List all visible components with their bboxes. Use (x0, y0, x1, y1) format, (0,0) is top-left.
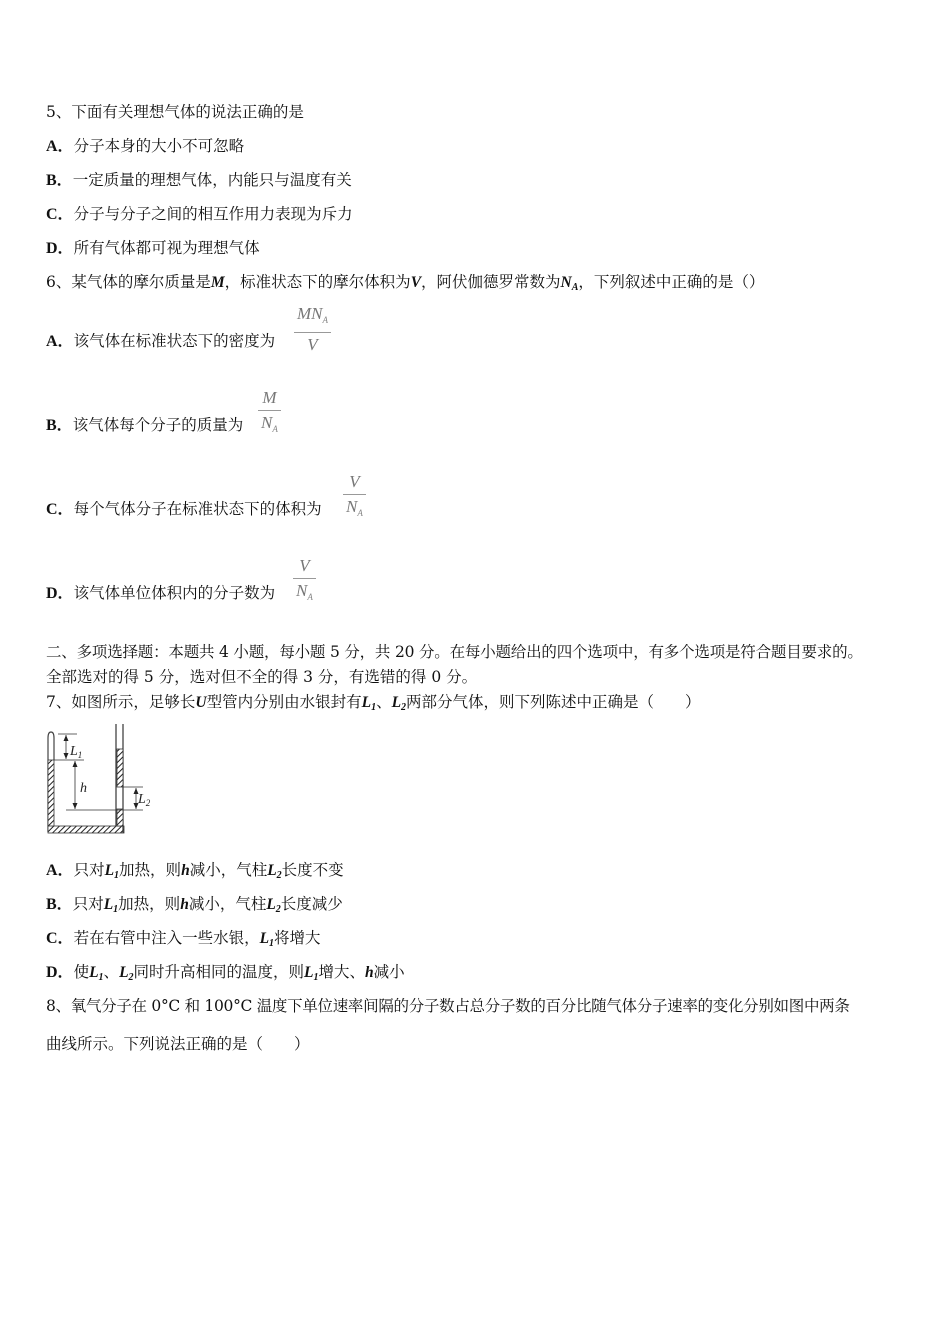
option-letter: D． (46, 585, 74, 602)
q7-option-c: C．若在右管中注入一些水银，$L_1$将增大 (46, 929, 321, 949)
option-letter: B． (46, 172, 73, 189)
q8-stem-line2: 曲线所示。下列说法正确的是（ ） (46, 1035, 310, 1053)
option-letter: C． (46, 206, 74, 223)
option-letter: A． (46, 333, 74, 350)
section2-instructions-line2: 全部选对的得 5 分，选对但不全的得 3 分，有选错的得 0 分。 (46, 668, 478, 686)
option-text: 该气体每个分子的质量为 (72, 416, 244, 434)
option-text: 分子本身的大小不可忽略 (73, 137, 245, 155)
var-na: $N_A$ (560, 274, 579, 293)
q5-option-a (46, 136, 244, 157)
q7-option-d: D．使$L_1$、$L_2$同时升高相同的温度，则$L_1$增大、h减小 (46, 963, 405, 983)
fraction-m-over-na: M $N_A$ (258, 388, 281, 439)
fraction-v-over-na: V $N_A$ (343, 472, 366, 523)
option-text: 一定质量的理想气体，内能只与温度有关 (72, 171, 352, 189)
q5-stem: 5、下面有关理想气体的说法正确的是 (46, 103, 304, 121)
option-letter: D． (46, 240, 74, 257)
q7-option-b: B．只对$L_1$加热，则h减小，气柱$L_2$长度减少 (46, 895, 343, 915)
q7-stem: 7、如图所示，足够长U型管内分别由水银封有$L_1$、$L_2$两部分气体，则下列陈述中正确是（ ） (46, 693, 701, 713)
q5-option-c (46, 204, 353, 225)
option-text: 该气体单位体积内的分子数为 (73, 584, 276, 602)
q6-stem: 6、某气体的摩尔质量是M，标准状态下的摩尔体积为V，阿伏伽德罗常数为$N_A$，下列叙述中正确的是（） (46, 273, 765, 293)
q8-stem-line1: 8、氧气分子在 0°C 和 100°C 温度下单位速率间隔的分子数占总分子数的百分比随气体分子速率的变化分别如图中两条 (46, 997, 850, 1015)
q6-option-b (46, 415, 243, 436)
q6-option-a (46, 331, 275, 352)
option-letter: C． (46, 501, 74, 518)
option-text: 分子与分子之间的相互作用力表现为斥力 (73, 205, 353, 223)
var-m: M (210, 274, 225, 291)
u-tube-diagram (44, 722, 164, 838)
fraction-mna-over-v: $MN_A$ V (294, 304, 331, 355)
option-text: 所有气体都可视为理想气体 (73, 239, 260, 257)
q6-option-d (46, 583, 275, 604)
fraction-v-over-na: V $N_A$ (293, 556, 316, 607)
q5-option-d (46, 238, 260, 259)
var-v: V (410, 274, 422, 291)
section2-instructions-line1: 二、多项选择题：本题共 4 小题，每小题 5 分，共 20 分。在每小题给出的四个选项中，有多个选项是符合题目要求的。 (46, 643, 863, 661)
q7-option-a: A．只对$L_1$加热，则h减小，气柱$L_2$长度不变 (46, 861, 344, 881)
q6-option-c (46, 499, 322, 520)
svg-text:L1: $L_1$ (70, 744, 83, 760)
svg-text:L2: $L_2$ (138, 792, 151, 808)
svg-text:h: h (80, 781, 87, 796)
option-letter: A． (46, 138, 74, 155)
option-letter: B． (46, 417, 73, 434)
option-text: 每个气体分子在标准状态下的体积为 (73, 500, 322, 518)
option-text: 该气体在标准状态下的密度为 (73, 332, 276, 350)
q5-option-b (46, 170, 352, 191)
